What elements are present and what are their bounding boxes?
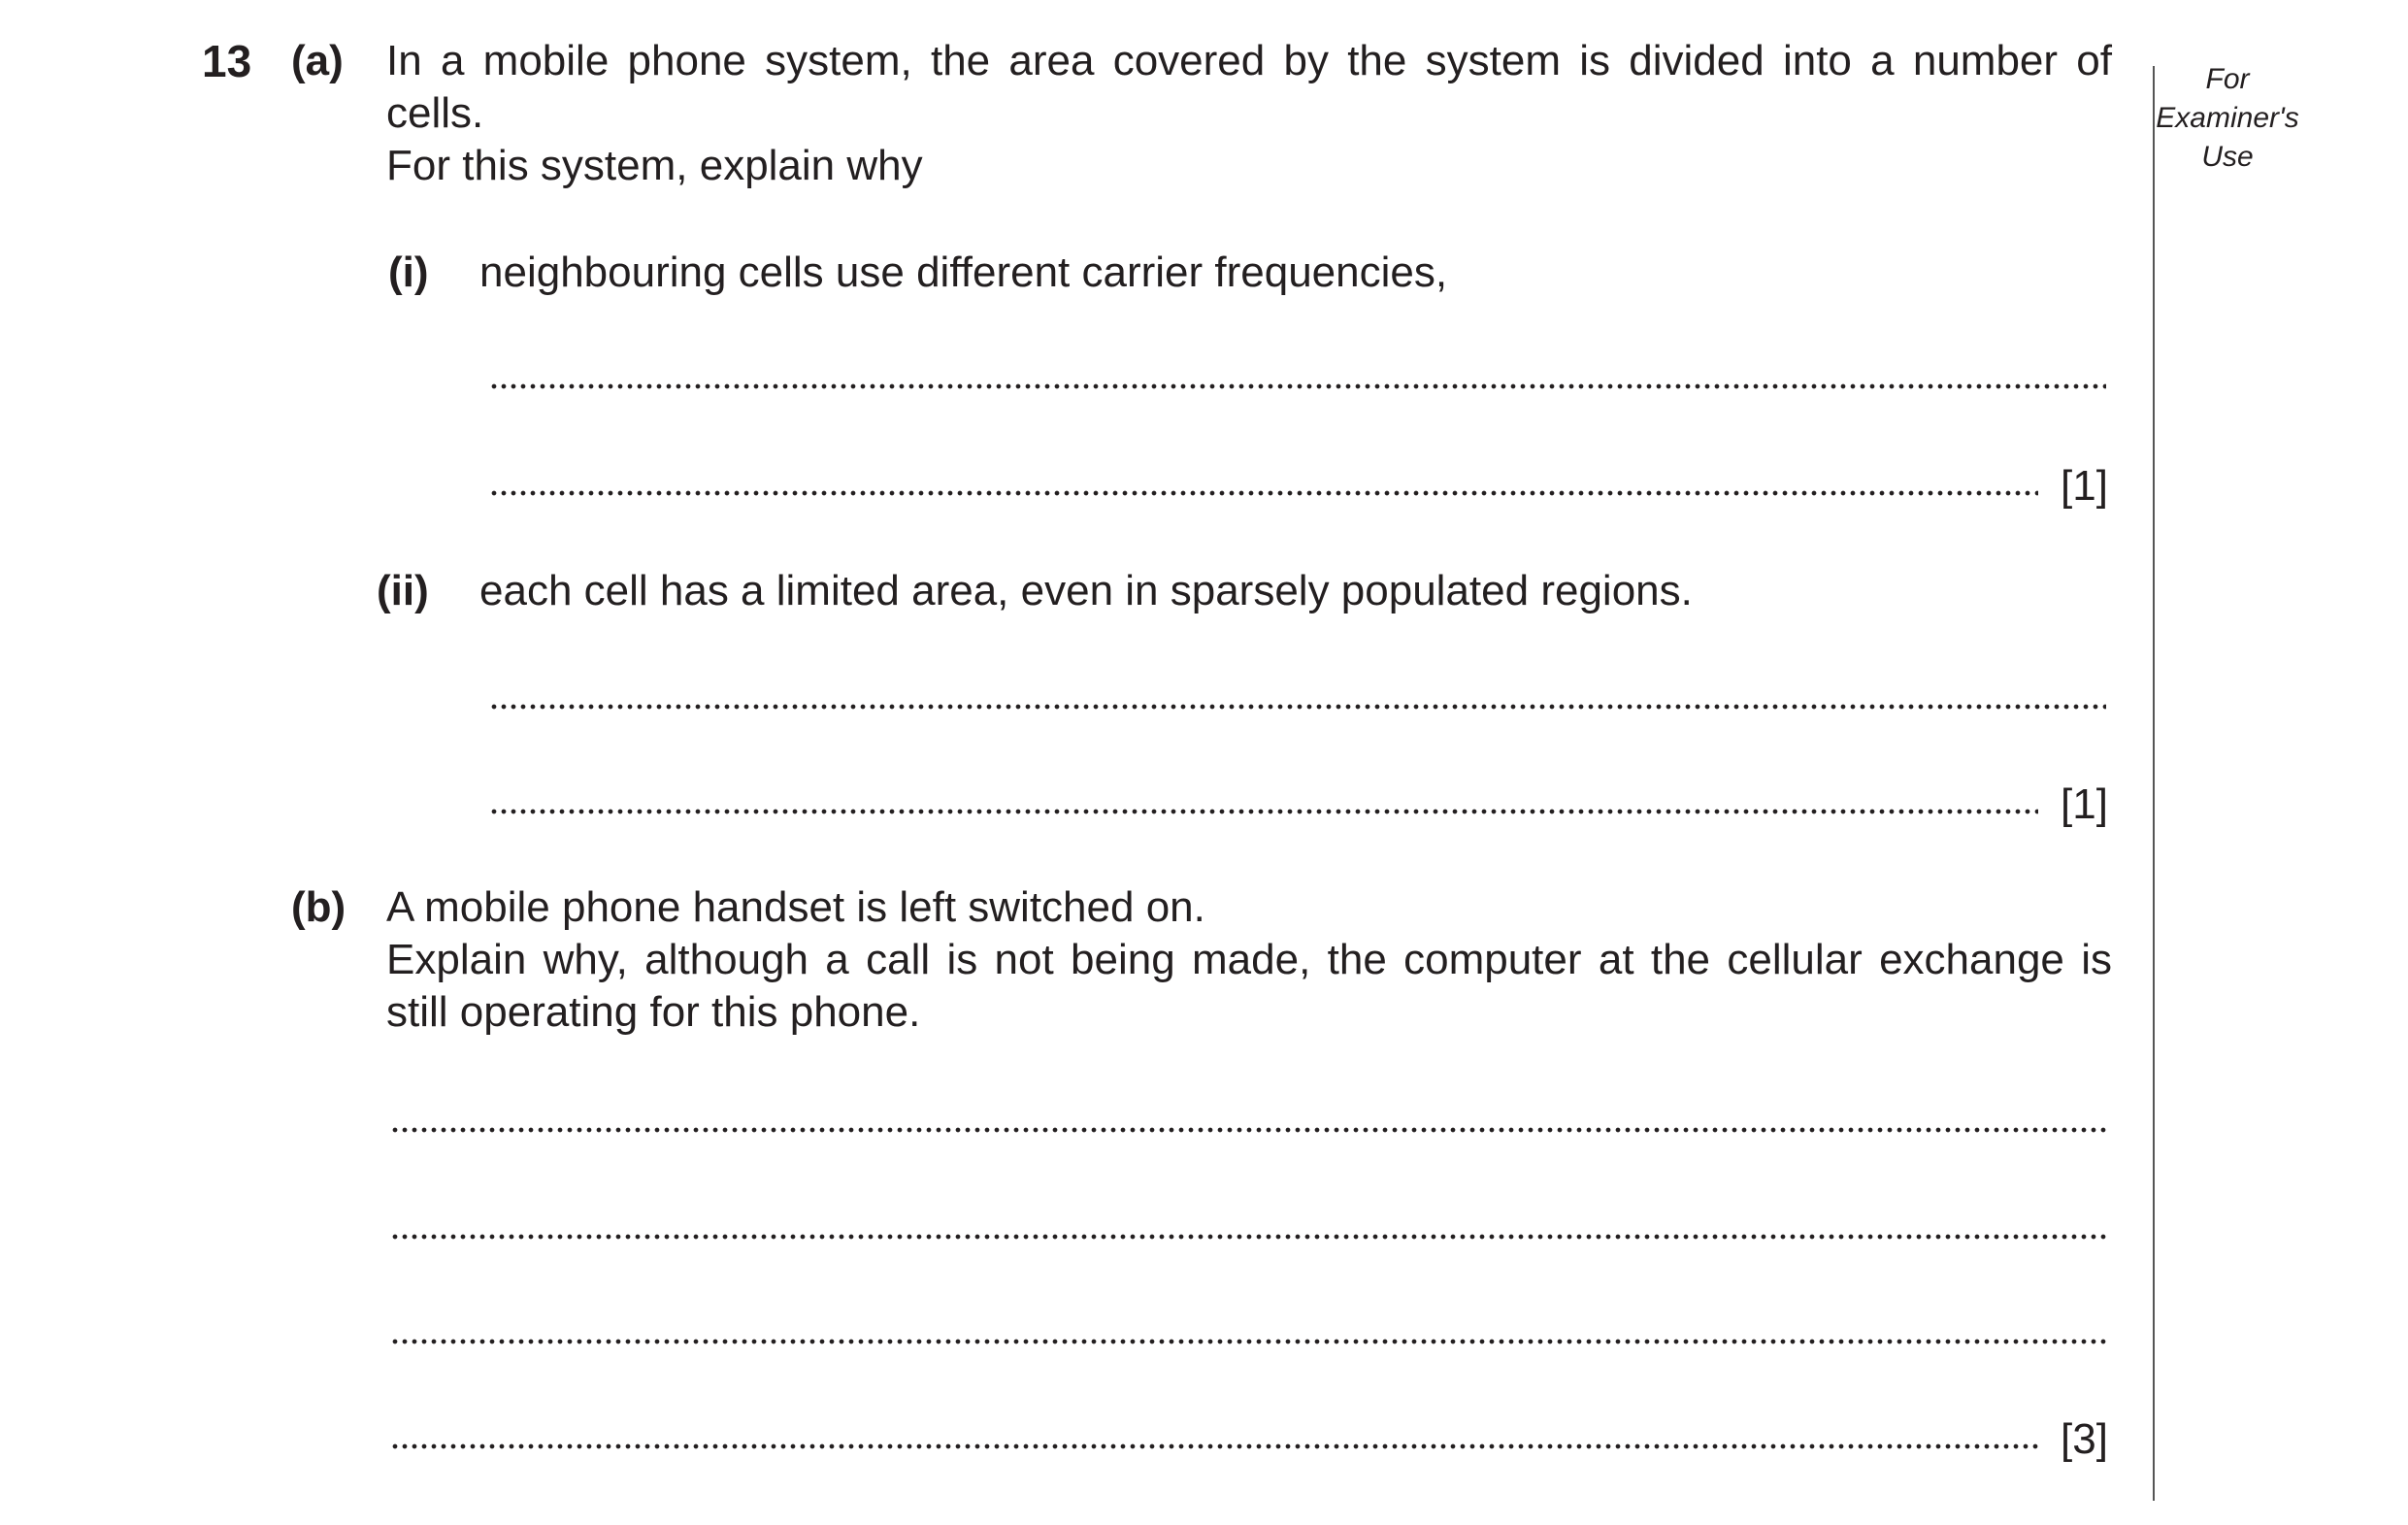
part-b-line-2: Explain why, although a call is not being made, the computer at the cellular exchange is [386,936,2112,983]
sub-i-text: neighbouring cells use different carrier frequencies, [479,249,1448,296]
examiner-use-label: For Examiner's Use [2156,63,2299,173]
part-a-line-1: In a mobile phone system, the area covered by the system is divided into a number of [386,37,2112,84]
answer-line[interactable] [390,1126,2106,1134]
answer-line[interactable] [489,703,2106,711]
part-a-line-2: cells. [386,89,484,137]
part-a-line-3: For this system, explain why [386,142,923,189]
answer-line[interactable] [390,1233,2106,1241]
answer-line[interactable] [390,1442,2038,1450]
marks-part-b: [3] [2061,1415,2108,1463]
part-a-label: (a) [291,37,344,84]
answer-line[interactable] [489,489,2038,497]
marks-sub-ii: [1] [2061,780,2108,828]
marks-sub-i: [1] [2061,462,2108,510]
part-b-label: (b) [291,883,346,931]
sub-ii-label: (ii) [377,567,429,614]
answer-line[interactable] [390,1338,2106,1345]
sub-i-label: (i) [388,249,429,296]
answer-line[interactable] [489,382,2106,390]
answer-line[interactable] [489,808,2038,815]
part-b-line-1: A mobile phone handset is left switched on. [386,883,1205,931]
part-b-line-3: still operating for this phone. [386,988,921,1036]
question-number: 13 [202,36,252,86]
sub-ii-text: each cell has a limited area, even in sparsely populated regions. [479,567,1693,614]
examiner-margin-rule [2153,66,2155,1501]
